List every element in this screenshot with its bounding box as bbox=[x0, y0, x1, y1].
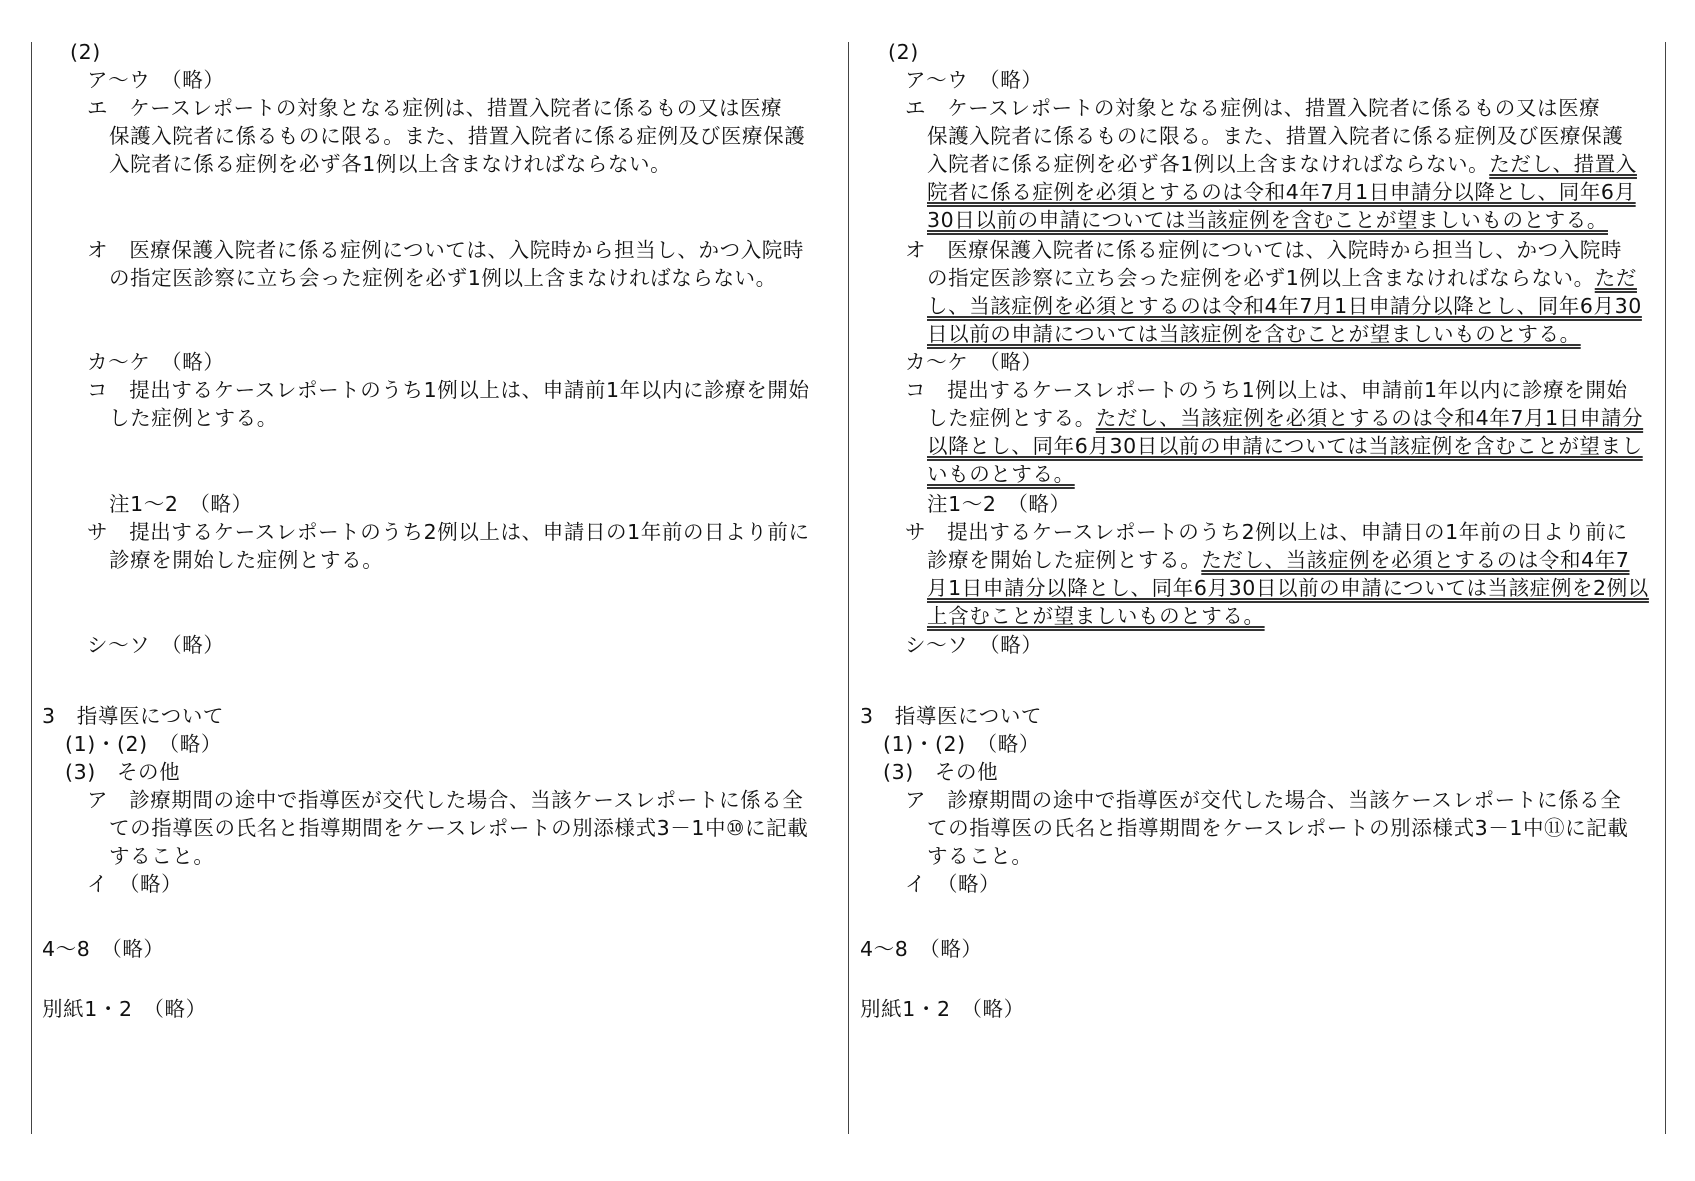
right-text-line bbox=[905, 786, 1621, 814]
right-text-line bbox=[927, 206, 1608, 234]
right-text-line bbox=[905, 631, 1042, 659]
line-text: ア～ウ （略） bbox=[905, 68, 1043, 92]
left-text-line bbox=[109, 264, 777, 292]
right-text-line bbox=[927, 602, 1265, 630]
right-text-line bbox=[905, 870, 1000, 898]
line-text: 3 指導医について bbox=[42, 704, 225, 728]
right-text-line bbox=[888, 38, 919, 66]
right-text-line bbox=[905, 348, 1042, 376]
line-text: 別紙1・2 （略） bbox=[860, 997, 1025, 1021]
line-text: シ～ソ （略） bbox=[905, 633, 1043, 657]
line-text: 注1～2 （略） bbox=[109, 492, 253, 516]
left-text-line bbox=[87, 94, 782, 122]
right-text-line bbox=[905, 66, 1042, 94]
line-text: の指定医診察に立ち会った症例を必ず1例以上含まなければならない。 bbox=[109, 266, 777, 290]
left-text-line bbox=[87, 631, 224, 659]
line-text: 4～8 （略） bbox=[860, 937, 983, 961]
right-text-line bbox=[927, 432, 1643, 460]
amendment-underlined-text: いものとする。 bbox=[927, 462, 1075, 486]
line-text: 4～8 （略） bbox=[42, 937, 165, 961]
left-text-line bbox=[65, 730, 222, 758]
amendment-underlined-text: 30日以前の申請については当該症例を含むことが望ましいものとする。 bbox=[927, 208, 1608, 232]
left-text-line bbox=[109, 404, 278, 432]
line-text: ての指導医の氏名と指導期間をケースレポートの別添様式3－1中⑩に記載 bbox=[109, 816, 809, 840]
right-text-line bbox=[927, 546, 1630, 574]
line-text: サ 提出するケースレポートのうち2例以上は、申請日の1年前の日より前に bbox=[87, 520, 810, 544]
amendment-underlined-text: ただ bbox=[1594, 266, 1637, 290]
line-text: 診療を開始した症例とする。 bbox=[927, 548, 1202, 572]
amendment-underlined-text: 上含むことが望ましいものとする。 bbox=[927, 604, 1265, 628]
line-text: 入院者に係る症例を必ず各1例以上含まなければならない。 bbox=[927, 152, 1490, 176]
line-text: イ （略） bbox=[905, 872, 1001, 896]
right-text-line bbox=[905, 94, 1600, 122]
line-text: ア 診療期間の途中で指導医が交代した場合、当該ケースレポートに係る全 bbox=[87, 788, 804, 812]
line-text: オ 医療保護入院者に係る症例については、入院時から担当し、かつ入院時 bbox=[87, 238, 804, 262]
right-text-line bbox=[927, 320, 1581, 348]
left-text-line bbox=[42, 702, 224, 730]
amendment-underlined-text: ただし、当該症例を必須とするのは令和4年7月1日申請分 bbox=[1095, 406, 1644, 430]
amendment-underlined-text: し、当該症例を必須とするのは令和4年7月1日申請分以降とし、同年6月30 bbox=[927, 294, 1642, 318]
right-margin-rule bbox=[1665, 42, 1666, 1134]
line-text: ア～ウ （略） bbox=[87, 68, 225, 92]
right-text-line bbox=[927, 842, 1033, 870]
line-text: 保護入院者に係るものに限る。また、措置入院者に係る症例及び医療保護 bbox=[927, 124, 1624, 148]
right-text-line bbox=[927, 814, 1628, 842]
line-text: (2) bbox=[888, 40, 919, 64]
amendment-underlined-text: ただし、当該症例を必須とするのは令和4年7 bbox=[1201, 548, 1630, 572]
line-text: (3) その他 bbox=[883, 760, 999, 784]
right-text-line bbox=[883, 758, 998, 786]
left-text-line bbox=[65, 758, 180, 786]
line-text: オ 医療保護入院者に係る症例については、入院時から担当し、かつ入院時 bbox=[905, 238, 1622, 262]
amendment-underlined-text: 月1日申請分以降とし、同年6月30日以前の申請については当該症例を2例以 bbox=[927, 576, 1649, 600]
amendment-underlined-text: ただし、措置入 bbox=[1489, 152, 1637, 176]
right-text-line bbox=[927, 404, 1643, 432]
line-text: ア 診療期間の途中で指導医が交代した場合、当該ケースレポートに係る全 bbox=[905, 788, 1622, 812]
amendment-underlined-text: 院者に係る症例を必須とするのは令和4年7月1日申請分以降とし、同年6月 bbox=[927, 180, 1636, 204]
line-text: すること。 bbox=[109, 844, 215, 868]
line-text: すること。 bbox=[927, 844, 1033, 868]
line-text: イ （略） bbox=[87, 872, 183, 896]
line-text: コ 提出するケースレポートのうち1例以上は、申請前1年以内に診療を開始 bbox=[87, 378, 810, 402]
right-text-line bbox=[883, 730, 1040, 758]
left-text-line bbox=[87, 518, 810, 546]
line-text: の指定医診察に立ち会った症例を必ず1例以上含まなければならない。 bbox=[927, 266, 1595, 290]
right-text-line bbox=[860, 935, 983, 963]
left-text-line bbox=[109, 490, 253, 518]
left-text-line bbox=[109, 122, 805, 150]
line-text: (1)・(2) （略） bbox=[883, 732, 1040, 756]
line-text: カ～ケ （略） bbox=[87, 350, 225, 374]
right-text-line bbox=[927, 490, 1071, 518]
line-text: シ～ソ （略） bbox=[87, 633, 225, 657]
right-text-line bbox=[860, 995, 1025, 1023]
right-text-line bbox=[927, 178, 1636, 206]
right-text-line bbox=[927, 574, 1649, 602]
line-text: した症例とする。 bbox=[927, 406, 1096, 430]
line-text: (2) bbox=[70, 40, 101, 64]
center-divider-rule bbox=[848, 42, 849, 1134]
left-text-line bbox=[109, 842, 215, 870]
right-text-line bbox=[905, 376, 1628, 404]
line-text: (1)・(2) （略） bbox=[65, 732, 222, 756]
line-text: エ ケースレポートの対象となる症例は、措置入院者に係るもの又は医療 bbox=[87, 96, 783, 120]
line-text: 注1～2 （略） bbox=[927, 492, 1071, 516]
right-text-line bbox=[927, 292, 1642, 320]
line-text: ての指導医の氏名と指導期間をケースレポートの別添様式3－1中⑪に記載 bbox=[927, 816, 1629, 840]
left-text-line bbox=[70, 38, 101, 66]
amendment-underlined-text: 以降とし、同年6月30日以前の申請については当該症例を含むことが望まし bbox=[927, 434, 1643, 458]
right-text-line bbox=[927, 460, 1075, 488]
left-text-line bbox=[87, 66, 224, 94]
right-text-line bbox=[905, 518, 1628, 546]
line-text: 3 指導医について bbox=[860, 704, 1043, 728]
left-text-line bbox=[87, 786, 803, 814]
left-text-line bbox=[109, 150, 671, 178]
left-text-line bbox=[42, 995, 207, 1023]
right-text-line bbox=[927, 150, 1637, 178]
line-text: カ～ケ （略） bbox=[905, 350, 1043, 374]
left-text-line bbox=[42, 935, 165, 963]
line-text: 入院者に係る症例を必ず各1例以上含まなければならない。 bbox=[109, 152, 672, 176]
amendment-underlined-text: 日以前の申請については当該症例を含むことが望ましいものとする。 bbox=[927, 322, 1581, 346]
line-text: 保護入院者に係るものに限る。また、措置入院者に係る症例及び医療保護 bbox=[109, 124, 806, 148]
right-text-line bbox=[927, 122, 1623, 150]
right-text-line bbox=[860, 702, 1042, 730]
line-text: (3) その他 bbox=[65, 760, 181, 784]
right-text-line bbox=[927, 264, 1637, 292]
left-text-line bbox=[87, 236, 804, 264]
line-text: コ 提出するケースレポートのうち1例以上は、申請前1年以内に診療を開始 bbox=[905, 378, 1628, 402]
left-text-line bbox=[87, 376, 810, 404]
line-text: 診療を開始した症例とする。 bbox=[109, 548, 384, 572]
line-text: 別紙1・2 （略） bbox=[42, 997, 207, 1021]
line-text: サ 提出するケースレポートのうち2例以上は、申請日の1年前の日より前に bbox=[905, 520, 1628, 544]
left-text-line bbox=[109, 546, 383, 574]
line-text: エ ケースレポートの対象となる症例は、措置入院者に係るもの又は医療 bbox=[905, 96, 1601, 120]
left-text-line bbox=[87, 870, 182, 898]
left-text-line bbox=[109, 814, 808, 842]
line-text: した症例とする。 bbox=[109, 406, 278, 430]
left-text-line bbox=[87, 348, 224, 376]
left-margin-rule bbox=[31, 42, 32, 1134]
right-text-line bbox=[905, 236, 1622, 264]
